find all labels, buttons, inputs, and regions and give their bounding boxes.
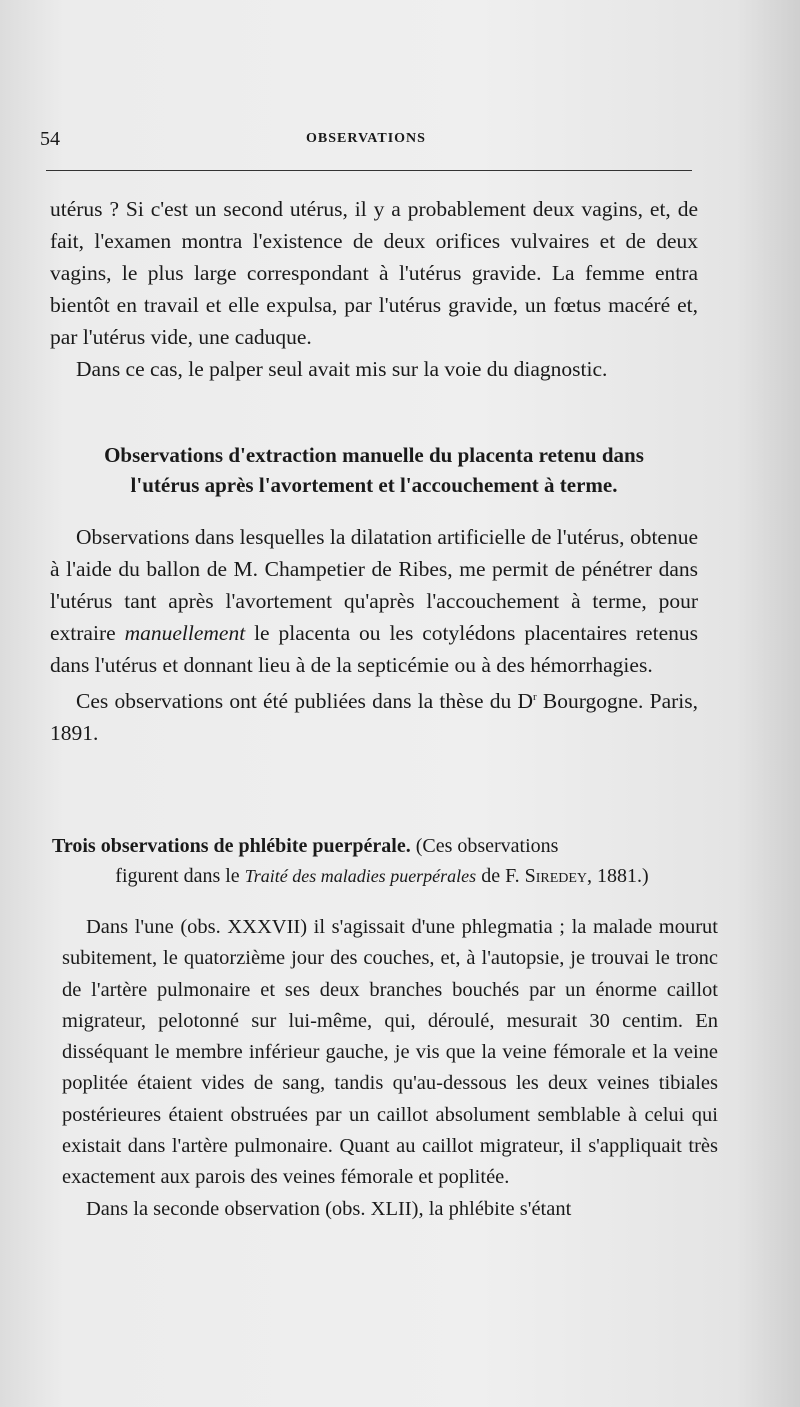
section-body-phlebite bbox=[62, 912, 718, 1225]
section-heading-extraction bbox=[50, 440, 698, 500]
section-heading-phlebite: Trois observations de phlébite puerpérale. (Ces observations figurent dans le Traité des maladies puerpérales de F. Siredey, 1881.) bbox=[52, 831, 712, 891]
paragraph: Dans l'une (obs. XXXVII) il s'agissait d'une phlegmatia ; la malade mourut subitement, le quatorzième jour des couches, et, à l'autopsie, je trouvai le tronc de l'artère pulmonaire et ses deux branches bouchés par un énorme caillot migrateur, pelotonné sur lui-même, qui, déroulé, mesurait 30 centim. En disséquant le membre inférieur gauche, je vis que la veine fémorale et la veine poplitée étaient vides de sang, tandis qu'au-dessous les deux veines tibiales postérieures étaient obstruées par un caillot absolument semblable à celui qui existait dans l'artère pulmonaire. Quant au caillot migrateur, il s'appliquait très exactement aux parois des veines fémorale et poplitée. bbox=[62, 916, 718, 1189]
heading-line: figurent dans le Traité des maladies puerpérales de F. Siredey, 1881.) bbox=[115, 865, 649, 887]
heading-bold: Trois observations de phlébite puerpérale. bbox=[52, 835, 411, 857]
paragraph: Dans ce cas, le palper seul avait mis sur la voie du diagnostic. bbox=[76, 357, 608, 381]
running-title: OBSERVATIONS bbox=[306, 131, 426, 146]
paragraph: Dans la seconde observation (obs. XLII), la phlébite s'étant bbox=[86, 1197, 572, 1220]
emphasis: manuellement bbox=[124, 621, 246, 645]
header-rule bbox=[46, 170, 692, 171]
book-title: Traité des maladies puerpérales bbox=[244, 866, 477, 886]
page-number: 54 bbox=[40, 128, 60, 150]
paragraph: utérus ? Si c'est un second utérus, il y a probablement deux vagins, et, de fait, l'examen montra l'existence de deux orifices vulvaires et de deux vagins, le plus large correspondant à l'utérus gravide. La femme entra bientôt en travail et elle expulsa, par l'utérus gravide, un fœtus macéré et, par l'utérus vide, une caduque. bbox=[50, 197, 698, 349]
paragraph: Ces observations ont été publiées dans la thèse du $D^r$ Bourgogne. Paris, 1891. bbox=[50, 689, 698, 746]
heading-line: Observations d'extraction manuelle du placenta retenu dans bbox=[104, 443, 644, 467]
superscript: r bbox=[533, 691, 537, 703]
author-name: Siredey bbox=[524, 865, 588, 887]
section-continuation bbox=[50, 193, 698, 385]
section-body-extraction bbox=[50, 521, 698, 749]
page-header bbox=[40, 128, 692, 152]
heading-line: l'utérus après l'avortement et l'accouchement à terme. bbox=[130, 473, 618, 497]
paragraph: Observations dans lesquelles la dilatation artificielle de l'utérus, obtenue à l'aide du ballon de M. Champetier de Ribes, me permit de pénétrer dans l'utérus tant après l'avortement qu'après l'accouchement à terme, pour extraire manuellement le placenta ou les cotylédons placentaires retenus dans l'utérus et donnant lieu à de la septicémie ou à des hémorrhagies. bbox=[50, 525, 698, 677]
